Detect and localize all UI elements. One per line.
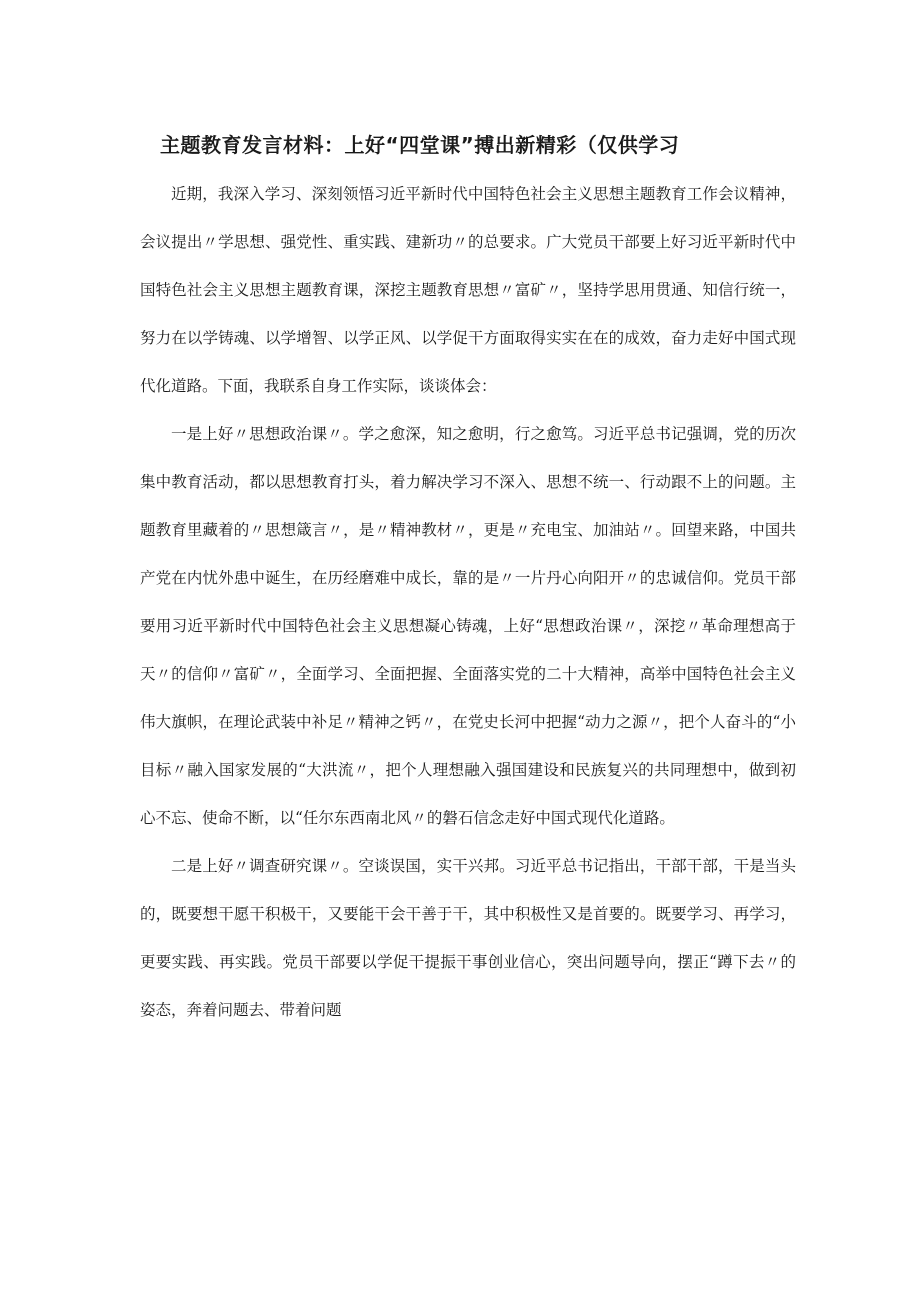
document-title: 主题教育发言材料：上好“四堂课”搏出新精彩（仅供学习 [160, 133, 680, 157]
paragraph-ideology-class: 一是上好〃思想政治课〃。学之愈深，知之愈明，行之愈笃。习近平总书记强调，党的历次集中教育活动，都以思想教育打头，着力解决学习不深入、思想不统一、行动跟不上的问题。主题教育里藏着的〃思想箴言〃，是〃精神教材〃，更是〃充电宝、加油站〃。回望来路，中国共产党在内忧外患中诞生，在历经磨难中成长，靠的是〃一片丹心向阳开〃的忠诚信仰。党员干部要用习近平新时代中国特色社会主义思想凝心铸魂，上好“思想政治课〃，深挖〃革命理想高于天〃的信仰〃富矿〃，全面学习、全面把握、全面落实党的二十大精神，高举中国特色社会主义伟大旗帜，在理论武装中补足〃精神之钙〃，在党史长河中把握“动力之源〃，把个人奋斗的“小目标〃融入国家发展的“大洪流〃，把个人理想融入强国建设和民族复兴的共同理想中，做到初心不忘、使命不断，以“任尔东西南北风〃的磐石信念走好中国式现代化道路。 [140, 425, 796, 827]
paragraph-research-class: 二是上好〃调查研究课〃。空谈误国，实干兴邦。习近平总书记指出，干部干部，干是当头的，既要想干愿干积极干，又要能干会干善于干，其中积极性又是首要的。既要学习、再学习，更要实践、再实践。党员干部要以学促干提振干事创业信心，突出问题导向，摆正“蹲下去〃的姿态，奔着问题去、带着问题 [140, 857, 796, 1019]
document-body [140, 170, 796, 1034]
paragraph-intro: 近期，我深入学习、深刻领悟习近平新时代中国特色社会主义思想主题教育工作会议精神，会议提出〃学思想、强党性、重实践、建新功〃的总要求。广大党员干部要上好习近平新时代中国特色社会主义思想主题教育课，深挖主题教育思想〃富矿〃，坚持学思用贯通、知信行统一，努力在以学铸魂、以学增智、以学正风、以学促干方面取得实实在在的成效，奋力走好中国式现代化道路。下面，我联系自身工作实际，谈谈体会： [140, 185, 796, 395]
